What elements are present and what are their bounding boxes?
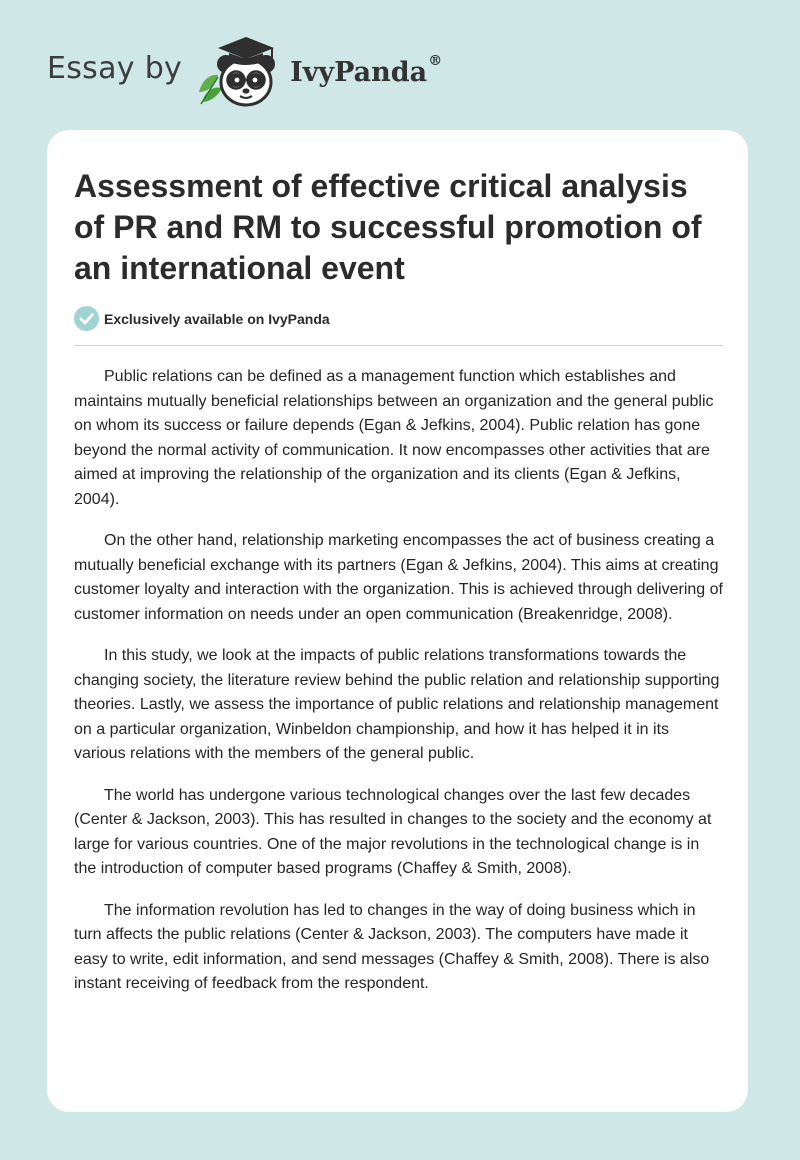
brand-prefix: Essay by xyxy=(47,50,183,86)
brand-name[interactable] xyxy=(290,52,443,88)
essay-body xyxy=(74,365,724,1014)
registered-mark: ® xyxy=(428,52,443,69)
essay-paragraph: Public relations can be defined as a management function which establishes and maintains mutually beneficial relationships between an organization and the general public on whom its success or failure depends (Egan & Jefkins, 2004). Public relation has gone beyond the normal activity of communication. It now encompasses other activities that are aimed at improving the relationship of the organization and its clients (Egan & Jefkins, 2004). xyxy=(74,368,714,508)
essay-paragraph: The information revolution has led to changes in the way of doing business which in turn affects the public relations (Center & Jackson, 2003). The computers have made it easy to write, edit information, and send messages (Chaffey & Smith, 2008). There is also instant receiving of feedback from the respondent. xyxy=(74,901,710,992)
essay-paragraph: On the other hand, relationship marketing encompasses the act of business creating a mutually beneficial exchange with its partners (Egan & Jefkins, 2004). This aims at creating customer loyalty and interaction with the organization. This is achieved through delivering of customer information on needs under an open communication (Breakenridge, 2008). xyxy=(74,532,723,623)
essay-paragraph: The world has undergone various technological changes over the last few decades (Center & Jackson, 2003). This has resulted in changes to the society and the economy at large for various countries. One of the major revolutions in the technological change is in the introduction of computer based programs (Chaffey & Smith, 2008). xyxy=(74,786,712,877)
divider xyxy=(74,345,723,346)
checkmark-badge-icon xyxy=(74,306,99,331)
essay-card xyxy=(47,130,748,1112)
exclusive-label: Exclusively available on IvyPanda xyxy=(104,310,330,327)
exclusive-badge xyxy=(74,306,330,331)
brand-name-text: IvyPanda xyxy=(290,56,428,88)
essay-title: Assessment of effective critical analysis of PR and RM to successful promotion of an international event xyxy=(74,168,702,286)
essay-paragraph: In this study, we look at the impacts of public relations transformations towards the changing society, the literature review behind the public relation and relationship supporting theories. Lastly, we assess the importance of public relations and relationship management on a particular organization, Winbeldon championship, and how it has helped it in its various relations with the members of the general public. xyxy=(74,647,720,762)
site-header xyxy=(47,30,442,110)
panda-graduation-cap-icon[interactable] xyxy=(196,30,286,110)
